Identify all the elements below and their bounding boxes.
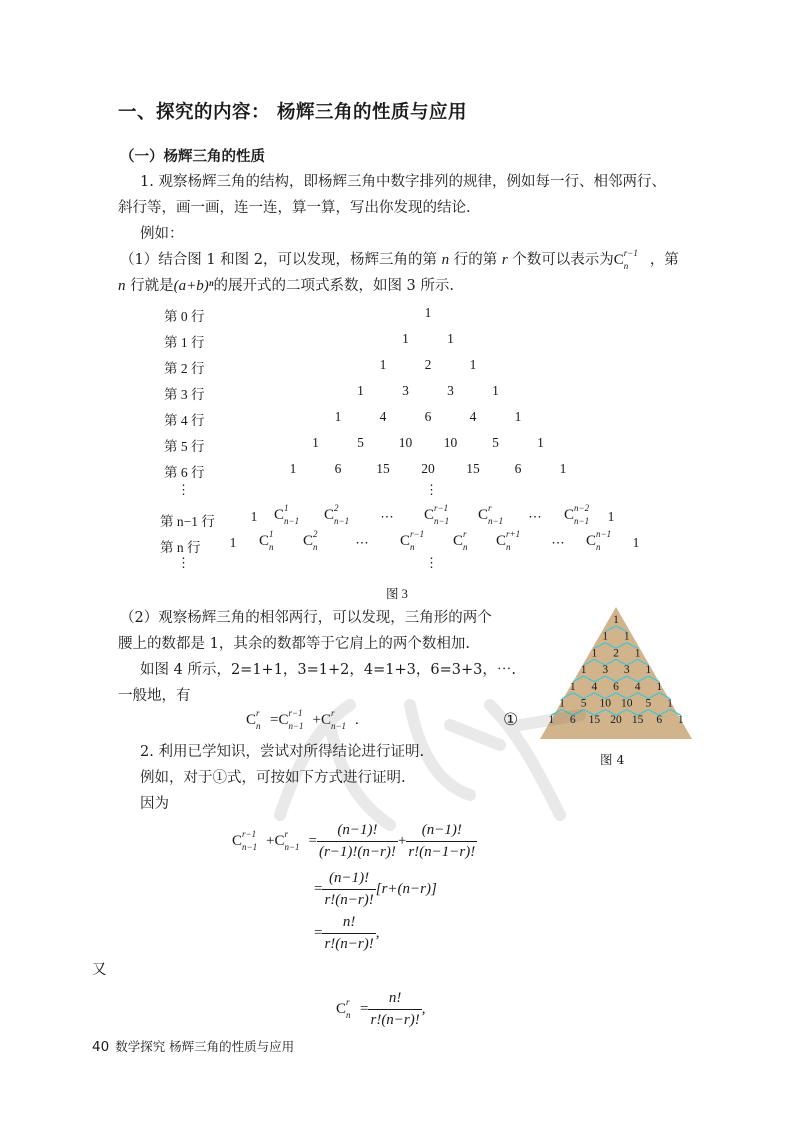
fig3-rn-cr+1: C r+1 n <box>495 529 521 552</box>
fig3-cell-r6-c0: 1 <box>289 461 297 476</box>
para1-line1: 1. 观察杨辉三角的结构，即杨辉三角中数字排列的规律，例如每一行、相邻两行、 <box>140 174 666 190</box>
fig3-cell-r6-c1: 6 <box>334 461 342 476</box>
fig4-cell-r4-c3: 4 <box>634 680 641 693</box>
fig3-cell-r5-c4: 5 <box>492 435 499 450</box>
fig4-cell-r3-c1: 3 <box>602 664 609 677</box>
fig3-rn-one-left: 1 <box>229 535 237 550</box>
fig4-cell-r6-c0: 1 <box>548 714 555 727</box>
fig3-rn-cr1: C r−1 n <box>399 529 425 552</box>
fig3-cell-r5-c5: 1 <box>537 435 544 450</box>
fig4-cell-r5-c3: 10 <box>621 697 633 710</box>
fig3-rn1-cr: C r n−1 <box>477 503 504 526</box>
fig4-cell-r6-c2: 15 <box>588 714 601 727</box>
fig4-cell-r2-c0: 1 <box>591 647 598 660</box>
fig4-cell-r0-c0: 1 <box>613 614 619 626</box>
fig3-rn-c1: C 1 n <box>258 529 274 552</box>
para3-line4: 一般地，有 <box>118 688 191 704</box>
frac-d: $\frac{n!}{r!(n-r)!}$ <box>324 914 374 952</box>
again-label: 又 <box>92 962 107 978</box>
figure3-caption: 图 3 <box>386 587 408 601</box>
equation-marker: ① <box>503 710 519 730</box>
row-label-n: 第 n 行 <box>160 540 201 555</box>
vdots-center-1: ⋮ <box>425 482 438 497</box>
fig3-cell-r6-c4: 15 <box>466 461 480 476</box>
proof-line4: C r n = $\frac{n!}{r!(n-r)!}$ , <box>336 990 426 1028</box>
page-number: 40 <box>92 1039 110 1055</box>
row-label-3: 第 3 行 <box>164 387 205 402</box>
fig3-rn1-dots1: ⋯ <box>380 509 394 524</box>
fig4-cell-r4-c2: 6 <box>613 680 619 693</box>
fig4-cell-r6-c3: 20 <box>610 714 622 727</box>
para2-line2: n 行就是(a+b)ⁿ的展开式的二项式系数，如图 3 所示. <box>118 278 455 294</box>
vdots-left-1: ⋮ <box>177 482 190 497</box>
page-footer <box>92 1037 294 1055</box>
fig4-cell-r2-c1: 2 <box>613 647 619 660</box>
footer-text: 数学探究 杨辉三角的性质与应用 <box>115 1039 295 1054</box>
fig3-cell-r3-c1: 3 <box>402 383 409 398</box>
fig3-cell-r3-c3: 1 <box>492 383 499 398</box>
fig3-rn1-dots2: ⋯ <box>528 509 542 524</box>
vdots-center-2: ⋮ <box>425 555 438 570</box>
row-label-0: 第 0 行 <box>164 309 205 324</box>
para3-line1: （2）观察杨辉三角的相邻两行，可以发现，三角形的两个 <box>120 610 492 626</box>
fig3-cell-r4-c3: 4 <box>469 409 477 424</box>
frac-b: $\frac{(n-1)!}{r!(n-1-r)!}$ <box>408 822 476 860</box>
row-label-1: 第 1 行 <box>164 335 205 350</box>
fig4-cell-r5-c0: 1 <box>559 697 565 710</box>
fig4-cell-r5-c1: 5 <box>580 697 587 710</box>
fig4-cell-r6-c5: 6 <box>656 714 663 727</box>
equation-1: C r n =C r−1 n−1 +C r n−1 . <box>246 708 359 731</box>
para3-line3: 如图 4 所示，2=1+1，3=1+2，4=1+3，6=3+3，⋯. <box>140 662 516 678</box>
fig3-rn1-cn2: C n−2 n−1 <box>563 503 590 526</box>
fig3-rn1-cr1: C r−1 n−1 <box>423 503 450 526</box>
fig4-cell-r4-c4: 1 <box>656 680 663 693</box>
fig3-cell-r5-c3: 10 <box>443 435 458 450</box>
row-label-n-minus-1: 第 n−1 行 <box>160 514 215 529</box>
fig4-cell-r5-c2: 10 <box>599 697 611 710</box>
fig4-cell-r3-c0: 1 <box>580 664 587 677</box>
example-label: 例如： <box>140 226 184 242</box>
fig3-cell-r4-c4: 1 <box>514 409 522 424</box>
row-label-5: 第 5 行 <box>164 439 205 454</box>
frac-c: $\frac{(n-1)!}{r!(n-r)!}$ <box>324 870 374 908</box>
fig3-cell-r3-c0: 1 <box>357 383 364 398</box>
row-label-6: 第 6 行 <box>164 465 205 480</box>
fig3-cell-r2-c0: 1 <box>379 357 387 372</box>
fig3-cell-r5-c1: 5 <box>357 435 364 450</box>
fig3-cell-r0-c0: 1 <box>424 305 432 320</box>
fig3-cell-r4-c2: 6 <box>424 409 432 424</box>
para4-line1: 2. 利用已学知识，尝试对所得结论进行证明. <box>140 744 425 760</box>
fig4-cell-r1-c1: 1 <box>623 630 630 643</box>
fig3-rn-one-right: 1 <box>632 535 640 550</box>
fig3-cell-r5-c0: 1 <box>312 435 319 450</box>
fig3-rn-cr: C r n <box>452 529 468 552</box>
fig4-cell-r2-c2: 1 <box>634 647 641 660</box>
fig3-cell-r4-c0: 1 <box>334 409 342 424</box>
row-label-2: 第 2 行 <box>164 361 205 376</box>
para1-line2: 斜行等，画一画，连一连，算一算，写出你发现的结论. <box>118 200 471 216</box>
fig3-rn-dots1: ⋯ <box>355 535 369 550</box>
fig3-cell-r2-c1: 2 <box>424 357 432 372</box>
fig3-cell-r1-c1: 1 <box>447 331 454 346</box>
section-title: 一、探究的内容： 杨辉三角的性质与应用 <box>118 102 467 123</box>
fig4-cell-r6-c1: 6 <box>569 714 576 727</box>
fig3-cell-r2-c2: 1 <box>469 357 477 372</box>
fig3-rn1-c1: C 1 n−1 <box>273 503 300 526</box>
vdots-left-2: ⋮ <box>177 555 190 570</box>
para2-line1: （1）结合图 1 和图 2，可以发现，杨辉三角的第 n 行的第 r 个数可以表示为C r−1 n ，第 <box>120 248 679 271</box>
binom-n-r-minus-1: C r−1 n <box>613 248 638 271</box>
fig3-rn1-one-left: 1 <box>250 509 258 524</box>
fig4-cell-r3-c2: 3 <box>623 664 630 677</box>
fig3-rn1-one-right: 1 <box>607 509 615 524</box>
fig3-cell-r6-c3: 20 <box>421 461 435 476</box>
fig3-cell-r1-c0: 1 <box>402 331 409 346</box>
fig4-cell-r6-c4: 15 <box>631 714 644 727</box>
fig4-cell-r4-c1: 4 <box>591 680 598 693</box>
subsection-title: （一）杨辉三角的性质 <box>120 149 265 165</box>
fig3-cell-r6-c6: 1 <box>559 461 567 476</box>
fig3-rn-cn1: C n−1 n <box>585 529 612 552</box>
fig3-cell-r4-c1: 4 <box>379 409 387 424</box>
fig4-cell-r6-c6: 1 <box>677 714 684 727</box>
para3-line2: 腰上的数都是 1，其余的数都等于它肩上的两个数相加. <box>118 636 470 652</box>
row-label-4: 第 4 行 <box>164 413 205 428</box>
fig4-cell-r5-c4: 5 <box>645 697 652 710</box>
para4-line3: 因为 <box>140 796 169 812</box>
fig4-cell-r5-c5: 1 <box>667 697 673 710</box>
proof-line3: = $\frac{n!}{r!(n-r)!}$ , <box>314 914 380 952</box>
fig4-cell-r4-c0: 1 <box>569 680 576 693</box>
proof-line1: C r−1 n−1 +C r n−1 = $\frac{(n-1)!}{(r-1)!(n-r)!}$ + $\frac{(n-1)!}{r!(n-1-r)!}$ <box>232 822 476 860</box>
fig3-cell-r6-c2: 15 <box>376 461 390 476</box>
para4-line2: 例如，对于①式，可按如下方式进行证明. <box>140 770 406 786</box>
fig4-cell-r3-c3: 1 <box>645 664 652 677</box>
fig3-cell-r6-c5: 6 <box>514 461 522 476</box>
fig3-rn1-c2: C 2 n−1 <box>323 503 350 526</box>
fig3-cell-r5-c2: 10 <box>398 435 413 450</box>
fig4-cell-r1-c0: 1 <box>602 630 609 643</box>
fig3-rn-c2: C 2 n <box>302 529 318 552</box>
proof-line2: = $\frac{(n-1)!}{r!(n-r)!}$ [r+(n−r)] <box>314 870 437 908</box>
frac-a: $\frac{(n-1)!}{(r-1)!(n-r)!}$ <box>318 822 396 860</box>
figure4-caption: 图 4 <box>600 752 625 767</box>
fig3-cell-r3-c2: 3 <box>447 383 454 398</box>
fig3-rn-dots2: ⋯ <box>551 535 565 550</box>
frac-e: $\frac{n!}{r!(n-r)!}$ <box>370 990 420 1028</box>
